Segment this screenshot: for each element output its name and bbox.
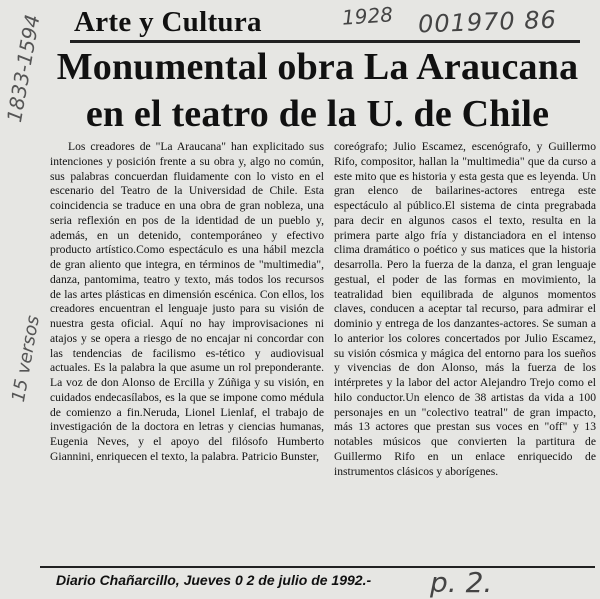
headline <box>40 44 595 138</box>
section-label: Arte y Cultura <box>74 6 262 38</box>
headline-line-2: en el teatro de la U. de Chile <box>85 93 550 135</box>
top-rule <box>70 40 580 43</box>
handwritten-page-number: p. 2. <box>430 566 493 599</box>
article-column-2 <box>334 140 596 479</box>
handwritten-side-note: 1833-1594 <box>2 12 45 125</box>
article-column-1 <box>50 140 324 465</box>
handwritten-side-note-2: 15 versos <box>8 313 44 404</box>
column-2-text: coreógrafo; Julio Escamez, escenógrafo, y Guillermo Rifo, compositor, hallan la "multimedia" que da curso a este mito que es historia y esta gesta que es leyenda. Un gran elenco de bailarines-actores entrega este espectáculo al público.El sistema de cinta pregrabada para decir en algunos casos el texto, resulta en la primera parte algo fría y distanciadora en el intenso clima dramático o poético y sus matices que la historia desarrolla. Pero la fuerza de la danza, el gran lenguaje gestual, el poder de las formas en movimiento, la teatralidad bien equilibrada de algunos momentos claves, conducen a aceptar tal recurso, para admirar el dominio y entrega de los danzantes-actores. Se suman a lo anterior los colores concertados por Julio Escamez, su visión cósmica y mágica del entorno para los sueños y vivencias de don Alonso, más la fuerza de los intérpretes y la labor del actor Alejandro Trejo como el hilo conductor.Un elenco de 38 artistas da vida a 100 personajes en un "colectivo teatral" de gran impacto, más 13 actores que prestan sus voces en "off" y 13 notables músicos que convierten la partitura de Guillermo Rifo en un enlace enriquecido de instrumentos clásicos y aborígenes. <box>334 140 596 478</box>
handwritten-year: 1928 <box>341 2 394 30</box>
handwritten-code: 001970 86 <box>417 5 558 39</box>
column-1-text: Los creadores de "La Araucana" han explicitado sus intenciones y posición frente a su obra y, algo no común, sus palabras concuerdan fluidamente con lo visto en el escenario del Teatro de la Universidad de Chile. Esta coincidencia se traduce en una obra de gran nobleza, una seria reflexión en pos de la identidad de un pueblo y, además, en un detenido, contemporáneo y efectivo producto artístico.Como espectáculo es una hábil mezcla de gran aliento que integra, en términos de "multimedia", danza, pantomima, teatro y texto, más todos los recursos de las artes plásticas en dimensión escénica. Con ellos, los creadores encuentran el lenguaje justo para su visión de nuestra gesta oficial. Aquí no hay improvisaciones ni atajos y se opera a riesgo de no encajar ni concordar con las tendencias de facilismo es-tético y audiovisual actuales. Es la palabra la que asume un rol preponderante. La voz de don Alonso de Ercilla y Zúñiga y su visión, en cuidados endecasílabos, es la que se impone como médula de comienzo a fin.Neruda, Lionel Lienlaf, el trabajo de investigación de la doctora en letras y ciencias humanas, Eugenia Neves, y el apoyo del filósofo Humberto Giannini, enriquecen el texto, la palabra. Patricio Bunster, <box>50 140 324 463</box>
headline-line-1: Monumental obra La Araucana <box>56 46 579 88</box>
source-footer: Diario Chañarcillo, Jueves 0 2 de julio de 1992.- <box>56 572 372 588</box>
bottom-rule <box>40 566 595 568</box>
